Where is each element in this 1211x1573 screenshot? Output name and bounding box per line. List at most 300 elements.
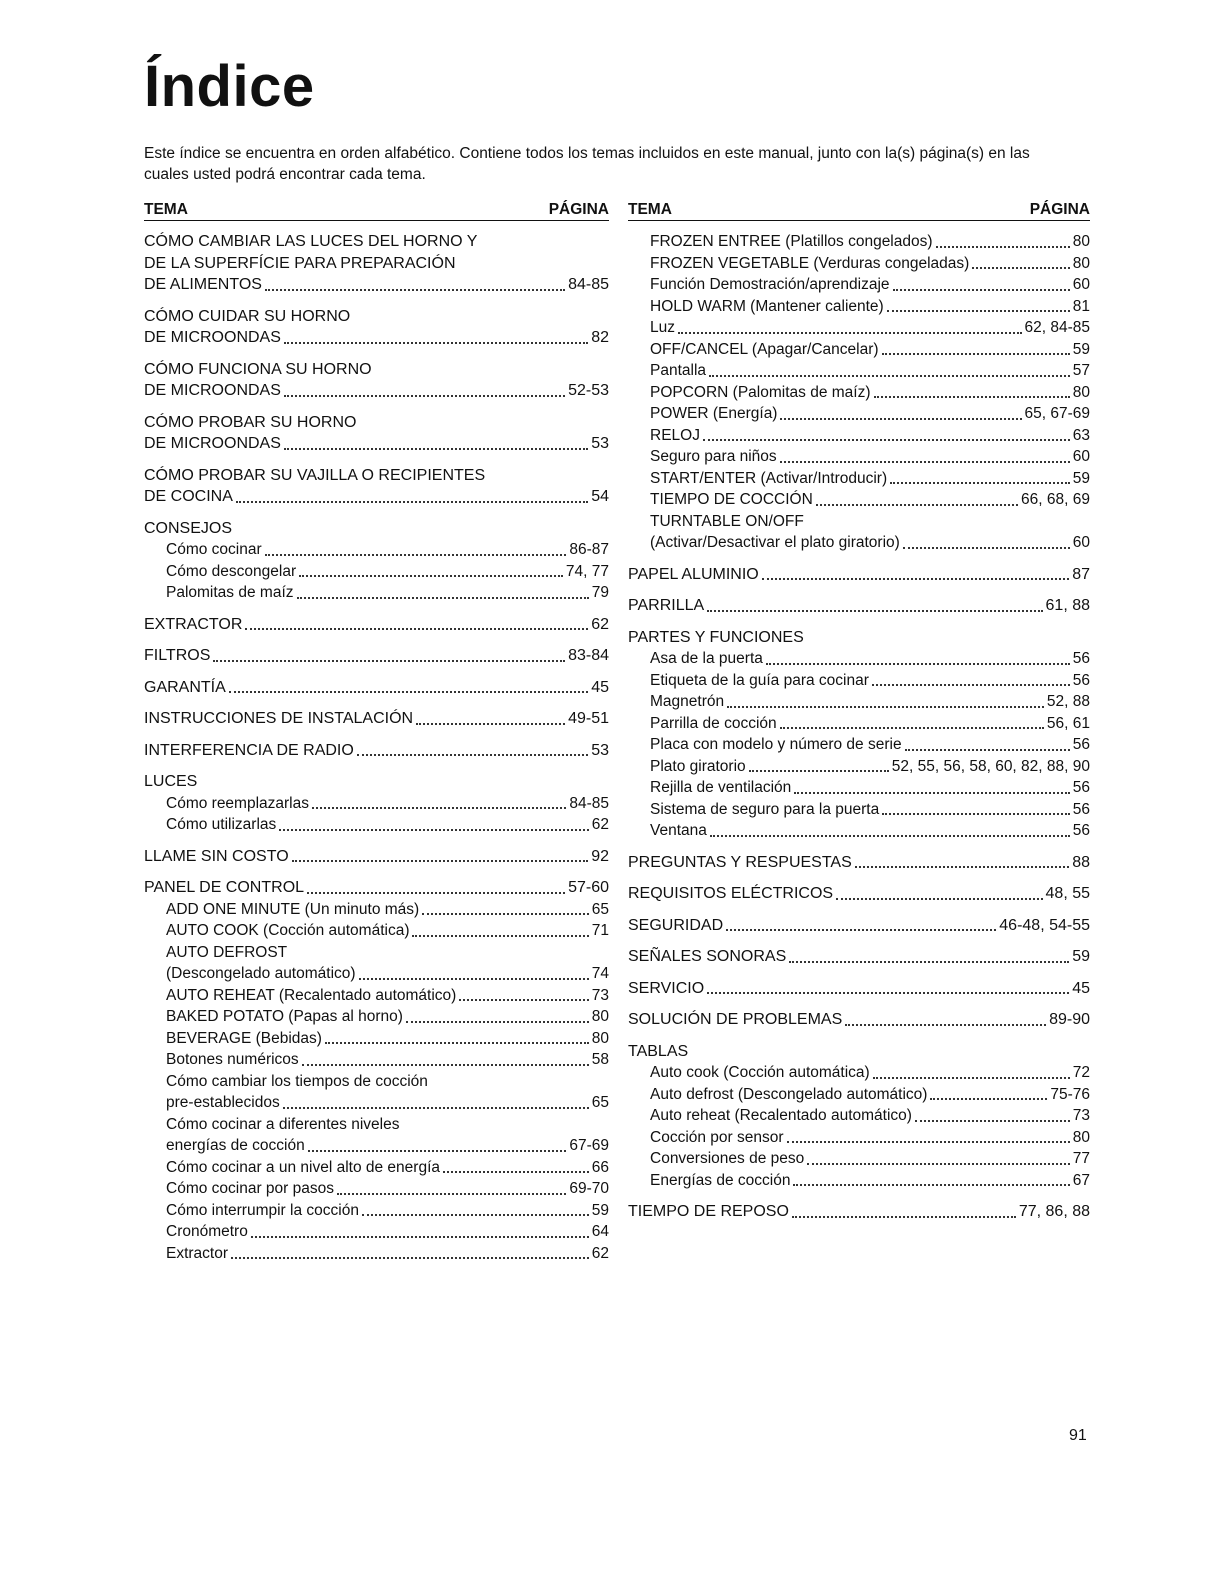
page-ref: 57: [1072, 362, 1090, 379]
page-ref: 56: [1072, 671, 1090, 689]
index-entry: [144, 846, 609, 868]
entry-text: Placa con modelo y número de serie: [650, 736, 902, 753]
dot-leader: [905, 749, 1070, 751]
dot-leader: [459, 999, 588, 1001]
entry-line: TURNTABLE ON/OFF: [650, 512, 804, 530]
dot-leader: [873, 1077, 1070, 1079]
index-subentry: [144, 1006, 609, 1028]
entry-text: Cómo descongelar: [166, 562, 297, 580]
entry-text: DE ALIMENTOS: [144, 276, 262, 293]
page-ref: 46-48, 54-55: [999, 916, 1090, 934]
dot-leader: [710, 835, 1070, 837]
index-subentry: [144, 814, 609, 836]
dot-leader: [325, 1042, 589, 1044]
entry-text: Ventana: [650, 822, 707, 839]
page-ref: 45: [591, 678, 609, 696]
entry-text: HOLD WARM (Mantener caliente): [650, 297, 884, 315]
entry-text: DE MICROONDAS: [144, 435, 281, 452]
dot-leader: [265, 554, 567, 556]
entry-text: Auto reheat (Recalentado automático): [650, 1107, 912, 1124]
dot-leader: [229, 691, 588, 693]
index-column-right: [628, 200, 1090, 1223]
page-ref: 63: [1072, 426, 1090, 444]
page-ref: 80: [1072, 254, 1090, 272]
dot-leader: [362, 1214, 589, 1216]
entry-text: (Descongelado automático): [166, 965, 356, 982]
entry-text: DE MICROONDAS: [144, 382, 281, 399]
dot-leader: [792, 1216, 1016, 1218]
index-subentry: [144, 1243, 609, 1265]
page-ref: 54: [591, 488, 609, 505]
entry-text: PREGUNTAS Y RESPUESTAS: [628, 853, 852, 871]
dot-leader: [416, 723, 565, 725]
index-subentry: [628, 446, 1090, 468]
entry-text: Plato giratorio: [650, 757, 746, 775]
page-ref: 56: [1072, 822, 1090, 839]
dot-leader: [887, 310, 1070, 312]
dot-leader: [357, 754, 588, 756]
dot-leader: [337, 1193, 566, 1195]
index-subentry: [144, 793, 609, 815]
entry-text: BEVERAGE (Bebidas): [166, 1029, 322, 1047]
page-ref: 56: [1072, 736, 1090, 753]
entry-text: RELOJ: [650, 426, 700, 444]
header-tema: TEMA: [144, 201, 188, 218]
page-ref: 49-51: [568, 710, 609, 727]
index-subentry: [628, 317, 1090, 339]
index-subentry: [144, 1178, 609, 1200]
index-entry: [628, 915, 1090, 937]
page-ref: 75-76: [1050, 1085, 1090, 1103]
entry-text: Cocción por sensor: [650, 1128, 784, 1146]
page-ref: 79: [591, 584, 609, 601]
entry-text: TIEMPO DE REPOSO: [628, 1203, 789, 1220]
page-ref: 80: [591, 1029, 609, 1047]
index-entry: [144, 614, 609, 636]
page-ref: 62, 84-85: [1024, 319, 1090, 336]
entry-text: INSTRUCCIONES DE INSTALACIÓN: [144, 710, 414, 727]
dot-leader: [845, 1024, 1046, 1026]
entry-text: Cronómetro: [166, 1223, 248, 1240]
entry-text: pre-establecidos: [166, 1094, 280, 1111]
index-subentry: [628, 339, 1090, 361]
index-subentry: [144, 985, 609, 1007]
index-subentry: [144, 582, 609, 604]
index-entry: [628, 564, 1090, 586]
page-ref: 92: [591, 847, 609, 865]
entry-text: Seguro para niños: [650, 448, 777, 465]
page-ref: 80: [1072, 1128, 1090, 1146]
dot-leader: [727, 706, 1044, 708]
index-subentry: [628, 489, 1090, 511]
index-subentry: [144, 920, 609, 942]
dot-leader: [284, 342, 588, 344]
index-entry: [628, 978, 1090, 1000]
index-entry: [144, 486, 609, 508]
page-ref: 88: [1072, 853, 1090, 871]
entry-text: OFF/CANCEL (Apagar/Cancelar): [650, 340, 879, 358]
page-ref: 81: [1072, 297, 1090, 315]
intro-paragraph: Este índice se encuentra en orden alfabético. Contiene todos los temas incluidos en este manual, junto con la(s) página(s) en las cuales usted podrá encontrar cada tema.: [144, 145, 1030, 183]
index-subentry: [144, 963, 609, 985]
dot-leader: [709, 375, 1070, 377]
entry-line: CÓMO CUIDAR SU HORNO: [144, 307, 351, 325]
entry-heading: PARTES Y FUNCIONES: [628, 628, 804, 646]
entry-text: Parrilla de cocción: [650, 714, 777, 732]
index-subentry: [628, 756, 1090, 778]
dot-leader: [793, 1184, 1069, 1186]
page-ref: 71: [591, 922, 609, 939]
page-ref: 60: [1072, 534, 1090, 551]
entry-text: Magnetrón: [650, 693, 725, 710]
dot-leader: [836, 898, 1042, 900]
page-ref: 61, 88: [1045, 597, 1090, 614]
entry-heading: LUCES: [144, 773, 198, 790]
dot-leader: [213, 660, 565, 662]
entry-text: Botones numéricos: [166, 1051, 299, 1068]
dot-leader: [874, 396, 1070, 398]
entry-text: DE COCINA: [144, 488, 233, 505]
index-subentry: [628, 1127, 1090, 1149]
index-subentry: [628, 1084, 1090, 1106]
page-ref: 52-53: [568, 382, 609, 399]
dot-leader: [807, 1163, 1070, 1165]
page-ref: 45: [1072, 979, 1090, 997]
dot-leader: [789, 961, 1069, 963]
entry-line: Cómo cambiar los tiempos de cocción: [166, 1072, 428, 1090]
dot-leader: [245, 628, 588, 630]
dot-leader: [359, 978, 589, 980]
index-entries: [628, 231, 1090, 1223]
index-subentry: [628, 1062, 1090, 1084]
entry-text: START/ENTER (Activar/Introducir): [650, 469, 888, 487]
entry-text: GARANTÍA: [144, 678, 226, 696]
dot-leader: [882, 353, 1070, 355]
index-subentry: [144, 539, 609, 561]
index-subentry: [628, 713, 1090, 735]
index-entry: [144, 877, 609, 899]
dot-leader: [936, 246, 1070, 248]
page-ref: 62: [591, 615, 609, 633]
index-subentry: [144, 1028, 609, 1050]
index-entry: [144, 274, 609, 296]
page-ref: 73: [591, 986, 609, 1004]
page-ref: 53: [591, 435, 609, 452]
page-ref: 59: [1072, 469, 1090, 487]
dot-leader: [903, 547, 1070, 549]
index-subentry: [628, 296, 1090, 318]
page-ref: 67-69: [569, 1137, 609, 1154]
index-entry: [144, 380, 609, 402]
entry-text: POWER (Energía): [650, 405, 778, 422]
index-subentry: [628, 1105, 1090, 1127]
dot-leader: [443, 1171, 589, 1173]
index-entry: [144, 740, 609, 762]
entry-text: REQUISITOS ELÉCTRICOS: [628, 885, 834, 902]
page-ref: 48, 55: [1045, 885, 1090, 902]
index-subentry: [628, 648, 1090, 670]
dot-leader: [787, 1141, 1070, 1143]
index-subentry: [628, 691, 1090, 713]
dot-leader: [265, 289, 565, 291]
dot-leader: [766, 663, 1070, 665]
entry-text: DE MICROONDAS: [144, 329, 281, 346]
entry-text: Pantalla: [650, 362, 707, 379]
dot-leader: [972, 267, 1069, 269]
page-ref: 59: [1072, 948, 1090, 965]
header-tema: TEMA: [628, 201, 672, 218]
page-ref: 62: [591, 816, 609, 833]
page-ref: 64: [591, 1223, 609, 1240]
index-subentry: [144, 1157, 609, 1179]
index-entry: [628, 595, 1090, 617]
entry-text: Cómo interrumpir la cocción: [166, 1201, 359, 1219]
index-subentry: [628, 734, 1090, 756]
entry-text: Cómo utilizarlas: [166, 816, 277, 833]
header-pagina: PÁGINA: [548, 201, 609, 218]
dot-leader: [284, 395, 565, 397]
entry-text: Sistema de seguro para la puerta: [650, 800, 880, 818]
page-ref: 80: [591, 1008, 609, 1025]
page-ref: 80: [1072, 233, 1090, 250]
entry-text: Etiqueta de la guía para cocinar: [650, 671, 869, 689]
page-ref: 84-85: [568, 276, 609, 293]
dot-leader: [236, 501, 588, 503]
dot-leader: [726, 929, 996, 931]
page-ref: 83-84: [568, 647, 609, 664]
entry-text: Palomitas de maíz: [166, 584, 294, 601]
dot-leader: [297, 597, 589, 599]
index-subentry: [628, 1148, 1090, 1170]
page-ref: 80: [1072, 383, 1090, 401]
page-ref: 87: [1072, 565, 1090, 583]
page-ref: 73: [1072, 1107, 1090, 1124]
page-ref: 59: [1072, 340, 1090, 358]
dot-leader: [855, 866, 1069, 868]
dot-leader: [749, 770, 889, 772]
page-ref: 86-87: [569, 541, 609, 558]
index-entry: [144, 327, 609, 349]
entry-text: Auto defrost (Descongelado automático): [650, 1085, 928, 1103]
index-subentry: [144, 1200, 609, 1222]
entry-heading: TABLAS: [628, 1042, 689, 1060]
page-ref: 65, 67-69: [1024, 405, 1090, 422]
entry-text: Luz: [650, 319, 675, 336]
entry-text: Cómo cocinar por pasos: [166, 1180, 334, 1197]
index-subentry: [628, 532, 1090, 554]
entry-text: BAKED POTATO (Papas al horno): [166, 1008, 403, 1025]
entry-text: energías de cocción: [166, 1137, 305, 1154]
index-subentry: [144, 899, 609, 921]
entry-line: CÓMO PROBAR SU VAJILLA O RECIPIENTES: [144, 466, 486, 484]
dot-leader: [872, 684, 1070, 686]
index-entry: [144, 433, 609, 455]
entry-line: Cómo cocinar a diferentes niveles: [166, 1115, 400, 1133]
page-ref: 60: [1072, 448, 1090, 465]
index-entry: [628, 1009, 1090, 1031]
page-ref: 57-60: [568, 879, 609, 896]
dot-leader: [930, 1098, 1047, 1100]
entry-text: FROZEN VEGETABLE (Verduras congeladas): [650, 254, 970, 272]
index-subentry: [628, 274, 1090, 296]
dot-leader: [279, 829, 588, 831]
dot-leader: [251, 1236, 589, 1238]
index-subentry: [628, 820, 1090, 842]
dot-leader: [307, 892, 565, 894]
page-ref: 65: [591, 900, 609, 918]
entry-text: Conversiones de peso: [650, 1150, 805, 1167]
dot-leader: [882, 813, 1070, 815]
dot-leader: [302, 1064, 589, 1066]
entry-text: PARRILLA: [628, 597, 705, 614]
entry-text: Asa de la puerta: [650, 650, 763, 667]
dot-leader: [312, 807, 566, 809]
page-ref: 62: [591, 1244, 609, 1262]
page-ref: 59: [591, 1201, 609, 1219]
page-ref: 65: [591, 1094, 609, 1111]
entry-line: CÓMO FUNCIONA SU HORNO: [144, 360, 372, 378]
entry-text: TIEMPO DE COCCIÓN: [650, 491, 813, 508]
dot-leader: [703, 439, 1070, 441]
entry-text: FILTROS: [144, 647, 211, 664]
index-subentry: [628, 425, 1090, 447]
index-subentry: [628, 777, 1090, 799]
dot-leader: [890, 482, 1070, 484]
page-ref: 52, 88: [1046, 693, 1090, 710]
index-subentry: [144, 1221, 609, 1243]
entry-text: Cómo cocinar a un nivel alto de energía: [166, 1158, 440, 1176]
page-ref: 67: [1072, 1171, 1090, 1189]
dot-leader: [915, 1120, 1070, 1122]
page-ref: 89-90: [1049, 1011, 1090, 1028]
entry-line: AUTO DEFROST: [166, 943, 288, 961]
entry-text: Extractor: [166, 1244, 229, 1262]
page-ref: 66, 68, 69: [1021, 491, 1090, 508]
page-ref: 66: [591, 1158, 609, 1176]
page-ref: 52, 55, 56, 58, 60, 82, 88, 90: [891, 757, 1090, 775]
dot-leader: [707, 992, 1069, 994]
index-entry: [144, 645, 609, 667]
index-entries: [144, 231, 609, 1264]
dot-leader: [780, 418, 1021, 420]
entry-text: SOLUCIÓN DE PROBLEMAS: [628, 1011, 843, 1028]
page-ref: 84-85: [569, 794, 609, 812]
page-ref: 56, 61: [1046, 714, 1090, 732]
header-pagina: PÁGINA: [1029, 201, 1090, 218]
entry-text: FROZEN ENTREE (Platillos congelados): [650, 233, 933, 250]
page-ref: 77, 86, 88: [1018, 1203, 1090, 1220]
entry-text: SEGURIDAD: [628, 916, 724, 934]
entry-text: Rejilla de ventilación: [650, 779, 792, 796]
page-ref: 82: [591, 329, 609, 346]
dot-leader: [231, 1257, 589, 1259]
page-number: 91: [1069, 1427, 1087, 1444]
dot-leader: [283, 1107, 589, 1109]
entry-text: Función Demostración/aprendizaje: [650, 276, 890, 293]
entry-text: Auto cook (Cocción automática): [650, 1064, 870, 1081]
entry-text: PANEL DE CONTROL: [144, 879, 305, 896]
page-ref: 56: [1072, 779, 1090, 796]
entry-text: PAPEL ALUMINIO: [628, 565, 759, 583]
dot-leader: [284, 448, 588, 450]
dot-leader: [780, 727, 1044, 729]
entry-heading: CONSEJOS: [144, 519, 233, 537]
entry-text: SEÑALES SONORAS: [628, 948, 787, 965]
page-ref: 72: [1072, 1064, 1090, 1081]
index-subentry: [144, 561, 609, 583]
index-subentry: [628, 468, 1090, 490]
dot-leader: [893, 289, 1070, 291]
index-subentry: [628, 1170, 1090, 1192]
entry-line: DE LA SUPERFÍCIE PARA PREPARACIÓN: [144, 254, 456, 272]
dot-leader: [422, 913, 589, 915]
entry-text: Cómo reemplazarlas: [166, 794, 309, 812]
column-header: [628, 200, 1090, 221]
entry-text: LLAME SIN COSTO: [144, 847, 289, 865]
dot-leader: [299, 575, 563, 577]
entry-text: ADD ONE MINUTE (Un minuto más): [166, 900, 420, 918]
index-subentry: [628, 799, 1090, 821]
index-subentry: [628, 360, 1090, 382]
entry-text: EXTRACTOR: [144, 615, 243, 633]
index-subentry: [628, 382, 1090, 404]
index-subentry: [628, 231, 1090, 253]
dot-leader: [308, 1150, 567, 1152]
index-column-left: [144, 200, 609, 1264]
page-ref: 77: [1072, 1150, 1090, 1167]
column-header: [144, 200, 609, 221]
page-ref: 60: [1072, 276, 1090, 293]
index-entry: [628, 946, 1090, 968]
index-subentry: [628, 253, 1090, 275]
dot-leader: [780, 461, 1070, 463]
dot-leader: [412, 935, 588, 937]
page-ref: 56: [1072, 800, 1090, 818]
page-title: Índice: [144, 54, 315, 119]
entry-line: CÓMO CAMBIAR LAS LUCES DEL HORNO Y: [144, 233, 478, 250]
entry-text: Cómo cocinar: [166, 541, 262, 558]
dot-leader: [816, 504, 1018, 506]
dot-leader: [678, 332, 1022, 334]
page-ref: 74: [591, 965, 609, 982]
entry-text: POPCORN (Palomitas de maíz): [650, 383, 871, 401]
index-entry: [628, 1201, 1090, 1223]
entry-text: AUTO COOK (Cocción automática): [166, 922, 410, 939]
index-subentry: [628, 403, 1090, 425]
dot-leader: [707, 610, 1042, 612]
entry-line: CÓMO PROBAR SU HORNO: [144, 413, 357, 431]
entry-text: INTERFERENCIA DE RADIO: [144, 741, 354, 759]
index-entry: [144, 708, 609, 730]
index-subentry: [144, 1135, 609, 1157]
index-subentry: [144, 1049, 609, 1071]
dot-leader: [406, 1021, 589, 1023]
index-entry: [628, 852, 1090, 874]
entry-text: SERVICIO: [628, 979, 705, 997]
page-ref: 56: [1072, 650, 1090, 667]
index-subentry: [144, 1092, 609, 1114]
entry-text: AUTO REHEAT (Recalentado automático): [166, 986, 457, 1004]
page-ref: 69-70: [569, 1180, 609, 1197]
page-ref: 53: [591, 741, 609, 759]
index-entry: [628, 883, 1090, 905]
index-entry: [144, 677, 609, 699]
page-ref: 58: [591, 1051, 609, 1068]
index-subentry: [628, 670, 1090, 692]
dot-leader: [292, 860, 589, 862]
page-ref: 74, 77: [565, 562, 609, 580]
entry-text: Energías de cocción: [650, 1171, 791, 1189]
